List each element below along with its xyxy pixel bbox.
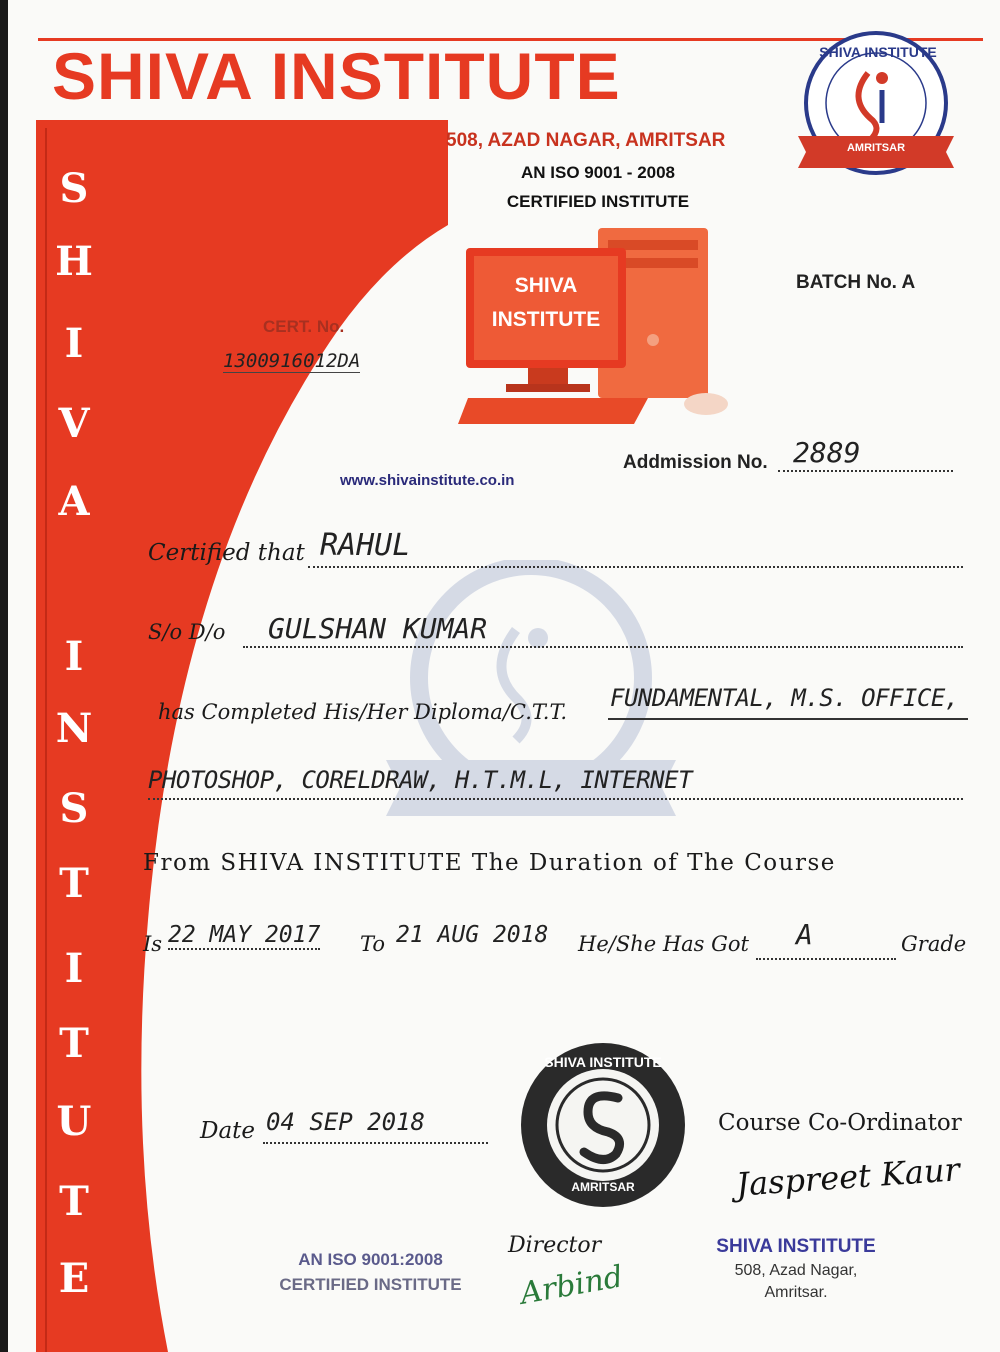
grade-label: Grade [901,932,967,956]
side-letter-i: I [64,320,84,367]
side-letter-i2: I [64,633,84,680]
footer-iso-line2: CERTIFIED INSTITUTE [279,1275,462,1294]
duration-line: From SHIVA INSTITUTE The Duration of The Course [143,850,836,876]
student-name: RAHUL [320,528,411,563]
parent-name: GULSHAN KUMAR [268,612,488,645]
side-letter-h: H [55,238,93,285]
course-line1: FUNDAMENTAL, M.S. OFFICE, [610,684,959,712]
seal-bottom-text: AMRITSAR [571,1180,635,1194]
cert-number: 1300916012DA [223,350,361,372]
official-seal [518,1040,688,1210]
date-value: 04 SEP 2018 [266,1108,425,1136]
course-line2-underline [148,798,963,800]
side-letter-s: S [59,165,89,212]
grade-value: A [796,918,813,951]
side-letter-i3: I [64,945,84,992]
certified-label: Certified that [148,540,305,566]
date-line [263,1142,488,1144]
coordinator-label: Course Co-Ordinator [718,1110,962,1136]
director-signature: Arbind [517,1259,626,1312]
institute-title: SHIVA INSTITUTE [52,39,621,113]
side-letter-e: E [58,1255,90,1302]
admission-number: 2889 [793,436,861,469]
certificate-page [8,0,1000,1352]
admission-line [778,470,953,472]
batch-number: BATCH No. A [796,272,916,293]
course-line1-underline [608,718,968,720]
parent-line [243,646,963,648]
website-link[interactable]: www.shivainstitute.co.in [340,472,515,489]
cert-label: CERT. No. [263,317,345,336]
footer-address-line1: 508, Azad Nagar, [734,1262,858,1279]
is-label: Is [143,932,163,956]
date-label: Date [200,1118,256,1144]
side-letter-a: A [58,478,90,525]
header-address: 508, AZAD NAGAR, AMRITSAR [446,130,726,151]
side-letter-s2: S [59,785,89,832]
end-date: 21 AUG 2018 [396,922,549,948]
grade-line [756,958,896,960]
side-letter-v: V [58,400,90,447]
side-letter-u: U [56,1098,92,1145]
start-date: 22 MAY 2017 [168,922,321,948]
director-label: Director [508,1233,602,1258]
header-iso-line2: CERTIFIED INSTITUTE [506,192,690,211]
institute-logo [778,28,978,178]
name-line [308,566,963,568]
screen-text-line1: SHIVA [514,274,578,297]
logo-ring-text: SHIVA INSTITUTE [819,44,937,60]
screen-text-line2: INSTITUTE [491,308,601,331]
side-letter-t2: T [59,1020,89,1067]
seal-top-text: SHIVA INSTITUTE [544,1054,662,1070]
computer-graphic [458,220,738,440]
logo-ribbon-text: AMRITSAR [846,142,906,154]
got-label: He/She Has Got [578,932,749,956]
to-label: To [360,932,386,956]
completed-label: has Completed His/Her Diploma/C.T.T. [158,700,568,724]
footer-iso-line1: AN ISO 9001:2008 [298,1250,443,1269]
footer-institute-name: SHIVA INSTITUTE [716,1236,876,1257]
side-letter-t: T [59,860,89,907]
side-letter-t3: T [59,1178,89,1225]
admission-label: Addmission No. [623,452,768,473]
footer-address-line2: Amritsar. [764,1284,828,1301]
course-line2: PHOTOSHOP, CORELDRAW, H.T.M.L, INTERNET [148,766,693,794]
relation-label: S/o D/o [148,620,226,644]
coordinator-signature: Jaspreet Kaur [734,1150,961,1204]
side-letter-n: N [55,705,93,752]
header-iso-line1: AN ISO 9001 - 2008 [520,163,676,182]
